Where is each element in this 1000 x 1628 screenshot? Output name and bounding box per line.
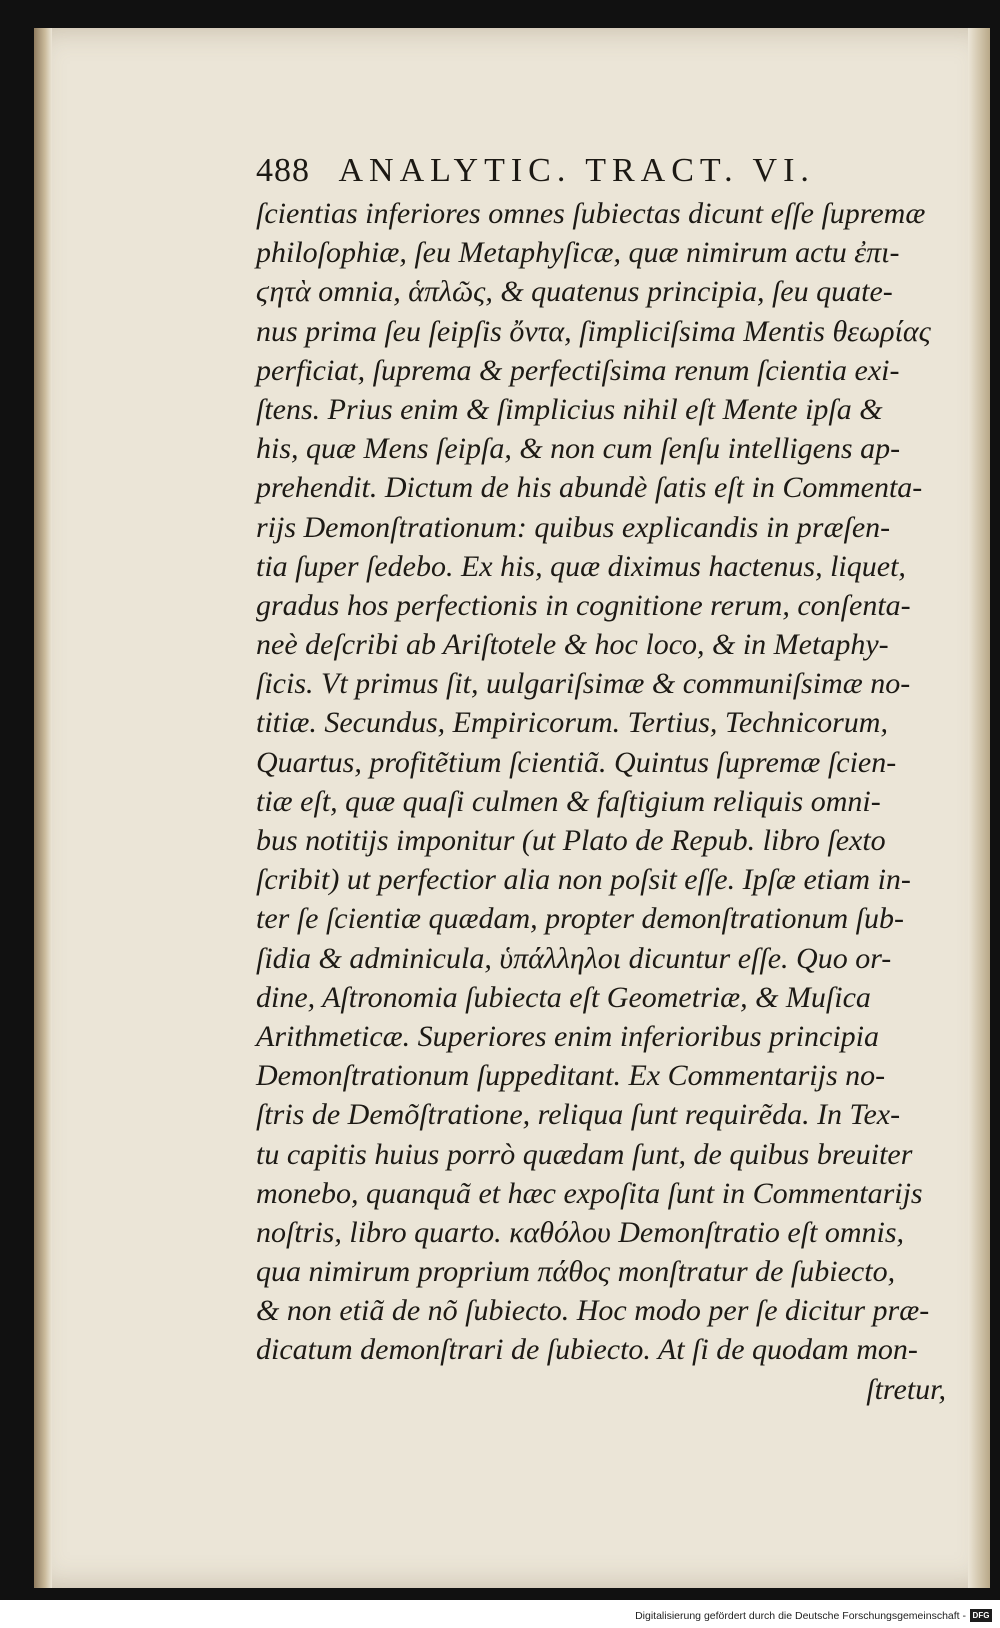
text-line: nus prima ſeu ſeipſis ὄντα, ſimpliciſsima Mentis θεωρίας bbox=[256, 314, 931, 348]
text-line: perficiat, ſuprema & perfectiſsima renum ſcientia exi- bbox=[256, 353, 900, 387]
running-head bbox=[256, 148, 946, 194]
page-number: 488 bbox=[256, 152, 310, 189]
dfg-logo: DFG bbox=[970, 1609, 992, 1622]
text-line: tia ſuper ſedebo. Ex his, quæ diximus hactenus, liquet, bbox=[256, 549, 906, 583]
text-line: ϛητὰ omnia, ἁπλῶς, & quatenus principia, ſeu quate- bbox=[256, 275, 893, 309]
text-line: ſtris de Demõſtratione, reliqua ſunt requirẽda. In Tex- bbox=[256, 1098, 901, 1132]
page-text-block bbox=[256, 148, 946, 1409]
text-line: prehendit. Dictum de his abundè ſatis eſt in Commenta- bbox=[256, 471, 923, 505]
text-line: ſidia & adminicula, ὑπάλληλοι dicuntur eſſe. Quo or- bbox=[256, 941, 892, 975]
text-line: ſcientias inferiores omnes ſubiectas dicunt eſſe ſupremæ bbox=[256, 197, 926, 230]
footer-credit: Digitalisierung gefördert durch die Deutsche Forschungsgemeinschaft - bbox=[635, 1610, 966, 1622]
text-line: ſtens. Prius enim & ſimplicius nihil eſt Mente ipſa & bbox=[256, 392, 883, 426]
text-line: ter ſe ſcientiæ quædam, propter demonſtrationum ſub- bbox=[256, 902, 905, 936]
text-line: philoſophiæ, ſeu Metaphyſicæ, quæ nimirum actu ἐπι- bbox=[256, 236, 900, 270]
text-line: Demonſtrationum ſuppeditant. Ex Commentarijs no- bbox=[256, 1059, 886, 1093]
text-line: & non etiã de nõ ſubiecto. Hoc modo per ſe dicitur præ- bbox=[256, 1294, 930, 1328]
text-line: rijs Demonſtrationum: quibus explicandis in præſen- bbox=[256, 510, 891, 544]
text-line: ſtretur, bbox=[866, 1372, 946, 1406]
text-line: titiæ. Secundus, Empiricorum. Tertius, Technicorum, bbox=[256, 706, 888, 740]
text-line: bus notitijs imponitur (ut Plato de Repub. libro ſexto bbox=[256, 824, 886, 857]
text-line: dicatum demonſtrari de ſubiecto. At ſi de quodam mon- bbox=[256, 1333, 918, 1367]
text-line: tu capitis huius porrò quædam ſunt, de quibus breuiter bbox=[256, 1137, 913, 1171]
body-text bbox=[256, 194, 946, 1409]
text-line: gradus hos perfectionis in cognitione rerum, conſenta- bbox=[256, 588, 911, 622]
running-title: ANALYTIC. TRACT. VI. bbox=[338, 152, 815, 189]
text-line: monebo, quanquã et hæc expoſita ſunt in Commentarijs bbox=[256, 1176, 923, 1210]
text-line: noſtris, libro quarto. καθόλου Demonſtratio eſt omnis, bbox=[256, 1215, 905, 1249]
page-edge-shadow bbox=[968, 28, 990, 1588]
text-line: his, quæ Mens ſeipſa, & non cum ſenſu intelligens ap- bbox=[256, 432, 901, 466]
text-line: ſicis. Vt primus ſit, uulgariſsimæ & communiſsimæ no- bbox=[256, 667, 911, 701]
text-line: neè deſcribi ab Ariſtotele & hoc loco, & in Metaphy- bbox=[256, 628, 889, 662]
text-line: tiæ eſt, quæ quaſi culmen & faſtigium reliquis omni- bbox=[256, 784, 881, 818]
page-gutter-shadow bbox=[34, 28, 52, 1588]
text-line: Quartus, profitẽtium ſcientiã. Quintus ſupremæ ſcien- bbox=[256, 745, 897, 779]
text-line: Arithmeticæ. Superiores enim inferioribus principia bbox=[256, 1019, 880, 1053]
text-line: ſcribit) ut perfectior alia non poſsit eſſe. Ipſæ etiam in- bbox=[256, 863, 911, 897]
text-line: dine, Aſtronomia ſubiecta eſt Geometriæ, & Muſica bbox=[256, 980, 871, 1014]
text-line: qua nimirum proprium πάθος monſtratur de ſubiecto, bbox=[256, 1255, 896, 1289]
